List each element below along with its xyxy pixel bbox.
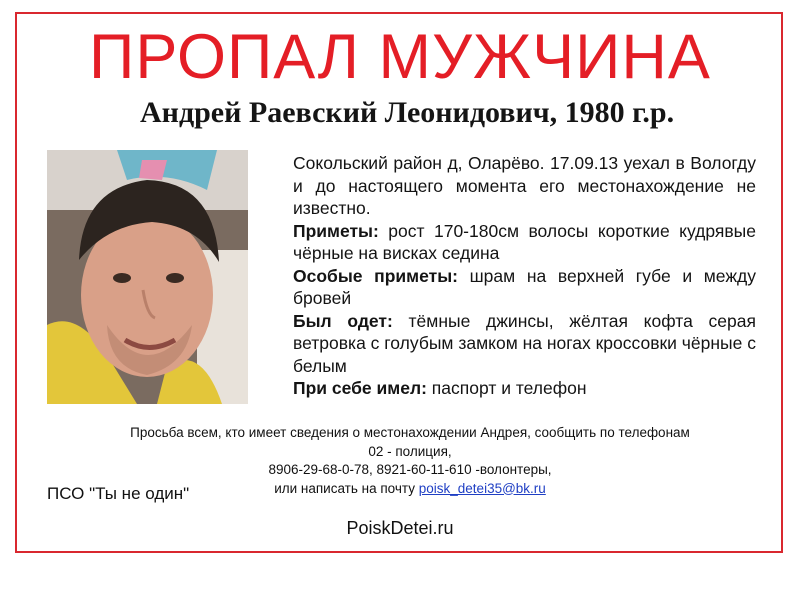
email-link[interactable]: poisk_detei35@bk.ru (418, 480, 546, 496)
features-label: Приметы: (293, 220, 379, 241)
organization-name: ПСО "Ты не один" (47, 484, 190, 503)
email-prompt: или написать на почту (274, 480, 415, 496)
special-features-paragraph (293, 265, 756, 310)
website-label: PoiskDetei.ru (346, 518, 454, 538)
belongings-paragraph (293, 377, 756, 400)
clothes-text: тёмные джинсы, жёлтая кофта серая ветровка с голубым замком на ногах кроссовки чёрные с белым (293, 310, 756, 376)
features-text: рост 170-180см волосы короткие кудрявые чёрные на висках седина (293, 220, 756, 263)
appeal-line: Просьба всем, кто имеет сведения о местонахождении Андрея, сообщить по телефонам (130, 425, 690, 440)
clothes-label: Был одет: (293, 310, 393, 331)
clothes-paragraph (293, 310, 756, 378)
belongings-text: паспорт и телефон (431, 378, 587, 398)
special-features-label: Особые приметы: (293, 265, 458, 286)
disappearance-info: Сокольский район д, Оларёво. 17.09.13 уехал в Вологду и до настоящего момента его местонахождение не известно. (293, 153, 756, 218)
poster-title: ПРОПАЛ МУЖЧИНА (89, 22, 711, 92)
missing-person-photo (47, 150, 248, 404)
description-block (293, 152, 756, 400)
special-features-text: шрам на верхней губе и между бровей (293, 265, 756, 308)
police-phone: 02 - полиция, (368, 443, 452, 459)
belongings-label: При себе имел: (293, 378, 427, 398)
features-paragraph (293, 220, 756, 265)
volunteer-phones: 8906-29-68-0-78, 8921-60-11-610 -волонтеры, (268, 462, 552, 477)
missing-person-name: Андрей Раевский Леонидович, 1980 г.р. (140, 96, 675, 129)
